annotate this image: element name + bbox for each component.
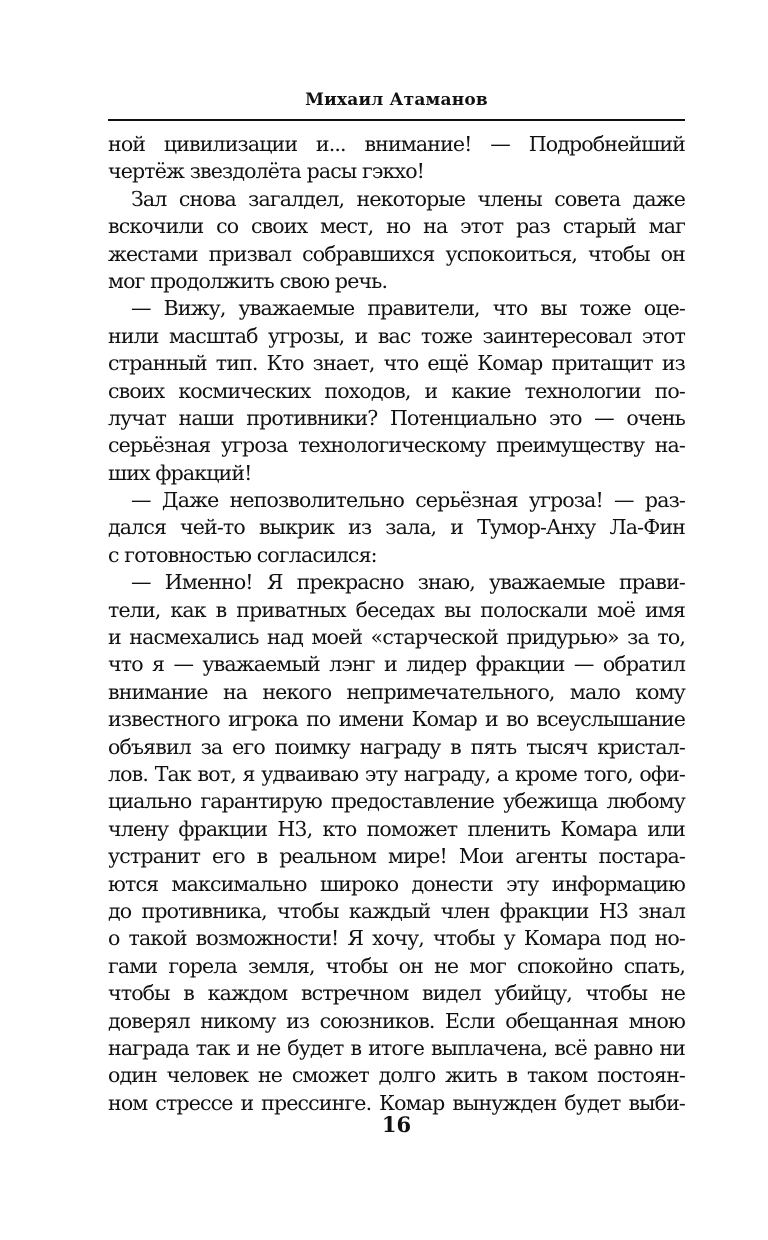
- text-line: о такой возможности! Я хочу, чтобы у Комара под но-: [108, 926, 685, 951]
- text-line: лучат наши противники? Потенциально это — очень: [108, 405, 685, 430]
- text-line: доверял никому из союзников. Если обещанная мною: [108, 1008, 685, 1033]
- running-head-author: Михаил Атаманов: [305, 90, 488, 110]
- text-line: тели, как в приватных беседах вы полоскали моё имя: [108, 597, 685, 622]
- text-line: ном стрессе и прессинге. Комар вынужден будет выби-: [108, 1090, 685, 1115]
- text-line: ются максимально широко донести эту информацию: [108, 871, 685, 896]
- text-line: странный тип. Кто знает, что ещё Комар притащит из: [108, 351, 685, 376]
- text-line: нили масштаб угрозы, и вас тоже заинтересовал этот: [108, 323, 685, 348]
- page-number: 16: [381, 1112, 412, 1137]
- text-line: циально гарантирую предоставление убежища любому: [108, 789, 685, 814]
- header-rule: [108, 119, 685, 121]
- text-line: с готовностью согласился:: [108, 542, 377, 567]
- text-line: — Вижу, уважаемые правители, что вы тоже оце-: [131, 296, 685, 321]
- text-line: своих космических походов, и какие технологии по-: [108, 378, 685, 403]
- text-line: и насмехались над моей «старческой придурью» за то,: [108, 625, 685, 650]
- text-line: жестами призвал собравшихся успокоиться, чтобы он: [108, 241, 685, 266]
- text-line: устранит его в реальном мире! Мои агенты постара-: [108, 844, 685, 869]
- body-text: [108, 131, 685, 1117]
- text-line: чертёж звездолёта расы гэкхо!: [108, 159, 425, 184]
- text-line: до противника, чтобы каждый член фракции Н3 знал: [108, 898, 685, 923]
- text-line: внимание на некого непримечательного, мало кому: [108, 679, 685, 704]
- text-line: вскочили со своих мест, но на этот раз старый маг: [108, 214, 685, 239]
- text-line: что я — уважаемый лэнг и лидер фракции — обратил: [108, 652, 685, 677]
- text-line: Зал снова загалдел, некоторые члены совета даже: [131, 186, 685, 211]
- text-line: — Даже непозволительно серьёзная угроза! — раз-: [131, 488, 685, 513]
- text-line: лов. Так вот, я удваиваю эту награду, а кроме того, офи-: [108, 761, 685, 786]
- text-line: мог продолжить свою речь.: [108, 268, 388, 293]
- text-line: один человек не сможет долго жить в таком постоян-: [108, 1063, 685, 1088]
- text-line: чтобы в каждом встречном видел убийцу, чтобы не: [108, 981, 685, 1006]
- text-line: дался чей-то выкрик из зала, и Тумор-Анху Ла-Фин: [108, 515, 685, 540]
- text-line: награда так и не будет в итоге выплачена, всё равно ни: [108, 1035, 685, 1060]
- text-line: ной цивилизации и... внимание! — Подробнейший: [108, 132, 685, 156]
- text-line: — Именно! Я прекрасно знаю, уважаемые прави-: [131, 570, 685, 595]
- text-line: объявил за его поимку награду в пять тысяч кристал-: [108, 734, 685, 759]
- text-line: серьёзная угроза технологическому преимуществу на-: [108, 433, 685, 458]
- text-line: известного игрока по имени Комар и во всеуслышание: [108, 707, 685, 732]
- text-line: члену фракции Н3, кто поможет пленить Комара или: [108, 816, 685, 841]
- text-line: гами горела земля, чтобы он не мог спокойно спать,: [108, 953, 685, 978]
- text-line: ших фракций!: [108, 460, 252, 485]
